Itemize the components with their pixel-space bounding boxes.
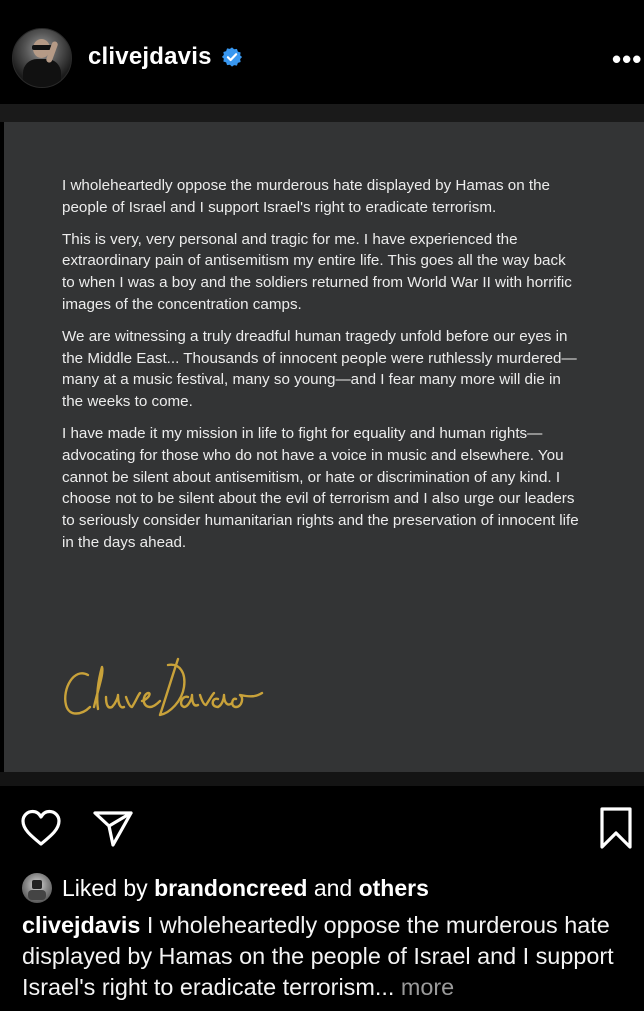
heart-icon[interactable]: [20, 808, 62, 848]
divider: [0, 772, 644, 786]
post-image[interactable]: [4, 122, 644, 772]
caption-text: I wholeheartedly oppose the murderous hate displayed by Hamas on the people of Israel and I support Israel's right to eradicate terrorism...: [22, 912, 614, 1000]
post-actions-bar: [0, 786, 644, 866]
liker-avatar-detail: [32, 880, 42, 889]
post-header: [0, 0, 644, 104]
letter-paragraph-3: We are witnessing a truly dreadful human tragedy unfold before our eyes in the Middle East... Thousands of innocent people were ruthlessly murdered—many at a music festival, many so young—and I fear many more will die in the weeks to come.: [62, 327, 577, 411]
letter-paragraph-4: I have made it my mission in life to fight for equality and human rights—advocating for those who do not have a voice in music and elsewhere. You cannot be silent about antisemitism, or hate or discrimination of any kind. I choose not to be silent about the evil of terrorism and I also urge our leaders to seriously consider humanitarian rights and the preservation of innocent life in the days ahead.: [62, 424, 579, 551]
liker-avatar-detail: [28, 890, 46, 900]
liked-by-connector: and: [313, 875, 353, 901]
liked-by-prefix: Liked by: [62, 875, 148, 901]
liked-by-others[interactable]: others: [358, 875, 429, 901]
liker-username[interactable]: brandoncreed: [154, 875, 308, 901]
letter-text: [62, 175, 582, 564]
post-username[interactable]: clivejdavis: [88, 43, 212, 70]
post-caption: [22, 910, 638, 1003]
avatar-suit: [23, 59, 61, 88]
letter-paragraph-1: I wholeheartedly oppose the murderous hate displayed by Hamas on the people of Israel and I support Israel's right to eradicate terrorism.: [62, 177, 550, 216]
send-icon[interactable]: [92, 808, 134, 848]
bookmark-icon[interactable]: [598, 806, 634, 850]
more-horizontal-icon[interactable]: •••: [612, 44, 643, 74]
caption-more-link[interactable]: more: [400, 974, 455, 1000]
verified-badge-icon: [221, 46, 243, 68]
liked-by-text[interactable]: [62, 875, 429, 902]
profile-avatar[interactable]: [12, 28, 72, 88]
liker-avatar[interactable]: [22, 873, 52, 903]
handwritten-signature: [60, 637, 270, 727]
letter-paragraph-2: This is very, very personal and tragic for me. I have experienced the extraordinary pain of antisemitism my entire life. This goes all the way back to when I was a boy and the soldiers returned from World War II with horrific images of the concentration camps.: [62, 230, 572, 313]
divider: [0, 104, 644, 122]
caption-username[interactable]: clivejdavis: [22, 912, 141, 938]
